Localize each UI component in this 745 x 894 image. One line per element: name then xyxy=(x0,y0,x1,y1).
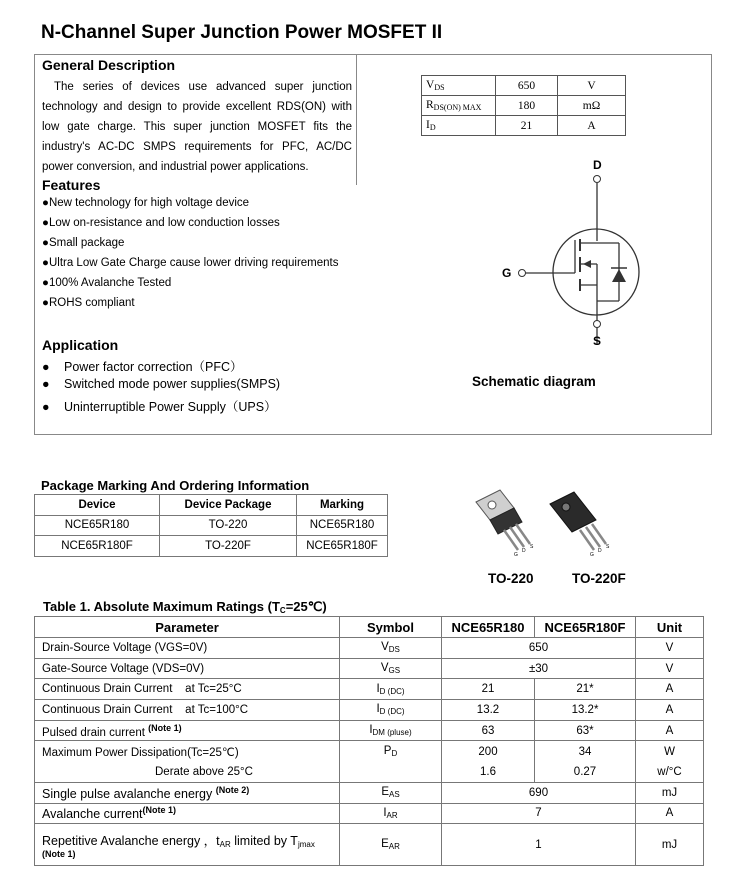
gate-label: G xyxy=(502,266,512,280)
key-spec-table xyxy=(421,75,626,136)
feature-item: ●Small package xyxy=(42,237,125,249)
package-table xyxy=(34,494,388,557)
application-heading: Application xyxy=(42,337,119,353)
svg-text:G: G xyxy=(514,552,518,558)
svg-text:D: D xyxy=(598,548,602,554)
spec-row: $V_{DS}$ 650 V xyxy=(422,76,626,96)
table-header-row: Device Device Package Marking xyxy=(35,495,388,516)
to220-label: TO-220 xyxy=(488,571,534,586)
source-label: S xyxy=(593,334,602,348)
feature-item: ●Ultra Low Gate Charge cause lower driving requirements xyxy=(42,257,339,269)
application-item: ● Switched mode power supplies(SMPS) xyxy=(42,377,281,391)
spec-row: $I_D$ 21 A xyxy=(422,116,626,136)
to220-package-image xyxy=(470,488,550,558)
table-row: Single pulse avalanche energy $^{(Note 2)}$ $E_{AS}$ 690 mJ xyxy=(35,782,704,803)
general-description-heading: General Description xyxy=(42,57,176,73)
table-row: NCE65R180 TO-220 NCE65R180 xyxy=(35,515,388,536)
mosfet-schematic xyxy=(465,155,655,355)
table-header-row: Parameter Symbol NCE65R180 NCE65R180F Unit xyxy=(35,617,704,638)
table-row: NCE65R180F TO-220F NCE65R180F xyxy=(35,536,388,557)
table-row: Pulsed drain current $^{(Note 1)}$ $I_{DM (pluse)}$ 63 63* A xyxy=(35,720,704,741)
schematic-caption: Schematic diagram xyxy=(472,374,596,389)
table-row: Maximum Power Dissipation(Tc=25℃) $P_D$ 200 34 W xyxy=(35,741,704,762)
general-description-text: The series of devices use advanced super junction technology and design to provide excellent RDS(ON) with low gate charge. This super junction MOSFET fits the industry's AC-DC SMPS requirements for PFC, AC/DC power conversion, and industrial power applications. xyxy=(42,81,352,173)
application-item: ● Uninterruptible Power Supply（UPS） xyxy=(42,400,277,414)
svg-text:S: S xyxy=(530,544,534,550)
package-heading: Package Marking And Ordering Information xyxy=(41,478,310,493)
table-row: Repetitive Avalanche energy ，$t_{AR}$ limited by $T_{jmax}$ (Note 1) $E_{AR}$ 1 mJ xyxy=(35,824,704,866)
svg-text:S: S xyxy=(606,544,610,550)
absolute-max-ratings-table xyxy=(34,616,704,866)
spec-row: $R_{DS(ON) MAX}$ 180 mΩ xyxy=(422,96,626,116)
feature-item: ●New technology for high voltage device xyxy=(42,197,250,209)
to220f-package-image xyxy=(546,488,626,558)
feature-item: ●Low on-resistance and low conduction losses xyxy=(42,217,280,229)
drain-label: D xyxy=(593,158,602,172)
application-item: ● Power factor correction（PFC） xyxy=(42,360,243,374)
table-row: Drain-Source Voltage (VGS=0V) $V_{DS}$ 650 V xyxy=(35,638,704,659)
table1-heading: Table 1. Absolute Maximum Ratings $(T_C=25℃)$ xyxy=(43,599,327,615)
table-row: Gate-Source Voltage (VDS=0V) $V_{GS}$ ±30 V xyxy=(35,658,704,679)
svg-text:D: D xyxy=(522,548,526,554)
table-row: Continuous Drain Current at Tc=25°C $I_{D (DC)}$ 21 21* A xyxy=(35,679,704,700)
divider xyxy=(356,55,357,185)
to220f-label: TO-220F xyxy=(572,571,626,586)
overview-box xyxy=(34,54,712,435)
page-title: N-Channel Super Junction Power MOSFET II xyxy=(41,22,443,43)
features-heading: Features xyxy=(42,177,101,193)
table-row: Continuous Drain Current at Tc=100°C $I_{D (DC)}$ 13.2 13.2* A xyxy=(35,700,704,721)
table-row: Avalanche current$^{(Note 1)}$ $I_{AR}$ 7 A xyxy=(35,803,704,824)
table-row: Derate above 25°C 1.6 0.27 w/°C xyxy=(35,762,704,783)
svg-text:G: G xyxy=(590,552,594,558)
feature-item: ●100% Avalanche Tested xyxy=(42,277,172,289)
feature-item: ●ROHS compliant xyxy=(42,297,135,309)
